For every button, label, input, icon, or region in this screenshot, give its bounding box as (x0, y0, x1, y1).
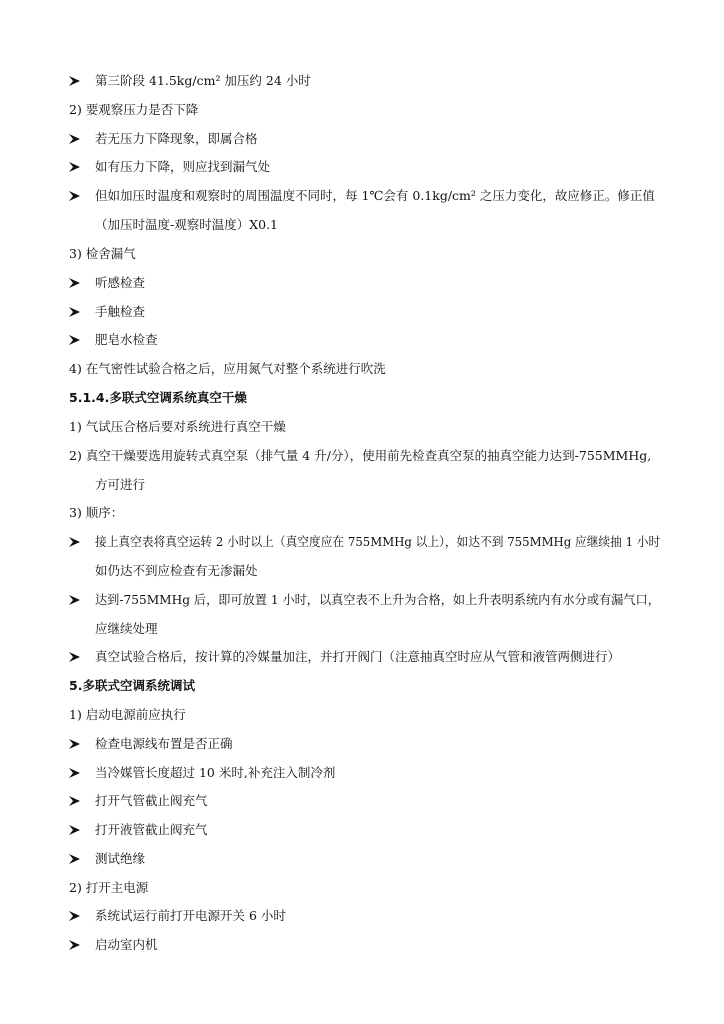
list-item-text: 如有压力下降，则应找到漏气处 (95, 159, 271, 174)
list-item-text: 但如加压时温度和观察时的周围温度不同时，每 1℃会有 0.1kg/cm² 之压力变化，故应修正。修正值 (95, 188, 655, 203)
list-item-text: 第三阶段 41.5kg/cm² 加压约 24 小时 (95, 73, 311, 88)
list-item-text: 真空试验合格后，按计算的冷媒量加注，并打开阀门（注意抽真空时应从气管和液管两侧进行） (95, 649, 621, 664)
list-item-text: 系统试运行前打开电源开关 6 小时 (95, 908, 286, 923)
arrow-bullet-icon (69, 533, 83, 551)
numbered-item-text: 4) 在气密性试验合格之后，应用氮气对整个系统进行吹洗 (69, 361, 386, 376)
list-item-text: 打开气管截止阀充气 (95, 793, 208, 808)
arrow-bullet-icon (69, 130, 83, 148)
arrow-bullet-icon (69, 735, 83, 753)
arrow-bullet-icon (69, 591, 83, 609)
arrow-bullet-icon (69, 158, 83, 176)
numbered-item-text: 1) 启动电源前应执行 (69, 707, 186, 722)
arrow-bullet-icon (69, 274, 83, 292)
list-item-text: 手触检查 (95, 304, 146, 319)
list-item-text: 肥皂水检查 (95, 332, 158, 347)
list-item-text: 当冷媒管长度超过 10 米时,补充注入制冷剂 (95, 765, 336, 780)
list-item-text: 检查电源线布置是否正确 (95, 736, 233, 751)
list-item-text: 测试绝缘 (95, 851, 146, 866)
continuation-text: 如仍达不到应检查有无渗漏处 (95, 563, 258, 578)
numbered-item-text: 2) 要观察压力是否下降 (69, 102, 199, 117)
arrow-bullet-icon (69, 936, 83, 954)
arrow-bullet-icon (69, 850, 83, 868)
arrow-bullet-icon (69, 821, 83, 839)
list-item-text: 启动室内机 (95, 937, 158, 952)
arrow-bullet-icon (69, 72, 83, 90)
numbered-item-text: 2) 打开主电源 (69, 880, 149, 895)
list-item-text: 若无压力下降现象，即属合格 (95, 131, 258, 146)
list-item-text: 接上真空表将真空运转 2 小时以上（真空度应在 755MMHg 以上），如达不到 755MMHg 应继续抽 1 小时 (95, 534, 661, 549)
arrow-bullet-icon (69, 792, 83, 810)
arrow-bullet-icon (69, 187, 83, 205)
numbered-item-text: 3) 检舍漏气 (69, 246, 136, 261)
section-heading-text: 5.多联式空调系统调试 (69, 678, 195, 693)
arrow-bullet-icon (69, 648, 83, 666)
arrow-bullet-icon (69, 907, 83, 925)
list-item-text: 听感检查 (95, 275, 146, 290)
continuation-text: 方可进行 (95, 477, 146, 492)
list-item-text: 打开液管截止阀充气 (95, 822, 208, 837)
numbered-item-text: 3) 顺序： (69, 505, 124, 520)
continuation-text: （加压时温度-观察时温度）X0.1 (95, 217, 279, 232)
arrow-bullet-icon (69, 764, 83, 782)
list-item-text: 达到-755MMHg 后，即可放置 1 小时，以真空表不上升为合格，如上升表明系统内有水分或有漏气口， (95, 592, 660, 607)
numbered-item-text: 2) 真空干燥要选用旋转式真空泵（排气量 4 升/分），使用前先检查真空泵的抽真空能力达到-755MMHg, (69, 448, 652, 463)
section-heading-text: 5.1.4.多联式空调系统真空干燥 (69, 390, 247, 405)
arrow-bullet-icon (69, 331, 83, 349)
numbered-item-text: 1) 气试压合格后要对系统进行真空干燥 (69, 419, 286, 434)
continuation-text: 应继续处理 (95, 621, 158, 636)
arrow-bullet-icon (69, 303, 83, 321)
